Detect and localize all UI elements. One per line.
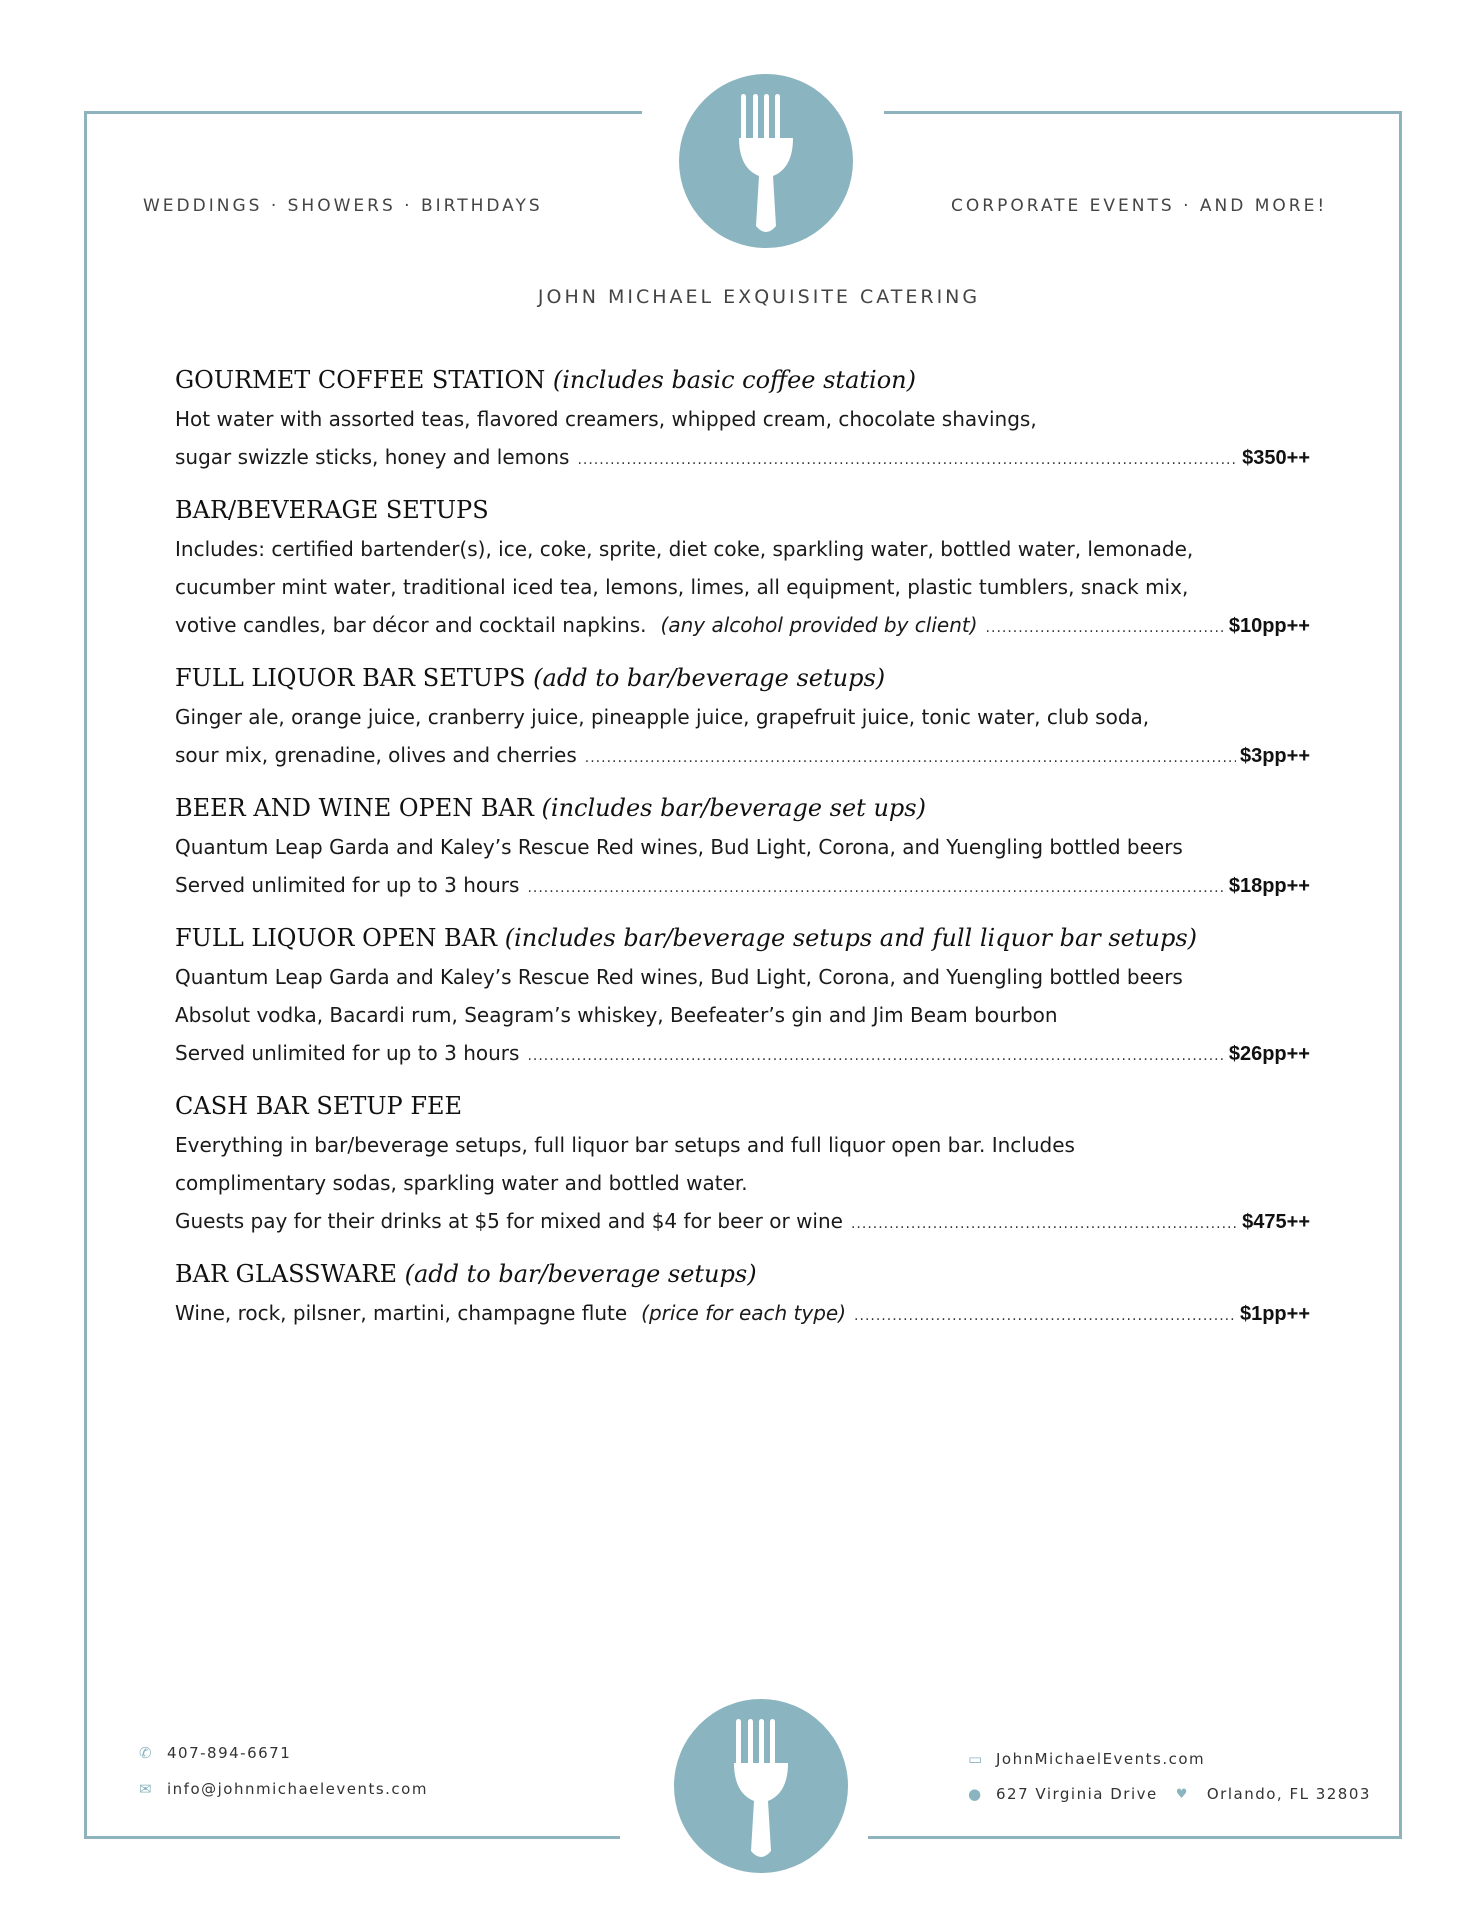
location-pin-icon: ● — [968, 1785, 983, 1803]
section-note: (any alcohol provided by client) — [660, 613, 978, 637]
section-note: (price for each type) — [641, 1301, 847, 1325]
fork-icon — [726, 1711, 796, 1861]
section-description-line: Ginger ale, orange juice, cranberry juice, pineapple juice, grapefruit juice, tonic water, club soda, — [175, 705, 1150, 729]
section-price-line — [175, 438, 1310, 476]
section-description-line: Includes: certified bartender(s), ice, coke, sprite, diet coke, sparkling water, bottled water, lemonade, — [175, 537, 1194, 561]
section-description-line: Quantum Leap Garda and Kaley’s Rescue Red wines, Bud Light, Corona, and Yuengling bottled beers — [175, 835, 1183, 859]
section-subtitle: (add to bar/beverage setups) — [404, 1260, 757, 1288]
address-text: 627 Virginia Drive — [996, 1785, 1158, 1803]
section-price-line — [175, 866, 1310, 904]
email-text[interactable]: info@johnmichaelevents.com — [167, 1780, 428, 1798]
menu-section — [175, 360, 1310, 476]
menu-section — [175, 490, 1310, 644]
section-title — [175, 360, 1310, 400]
tagline-right: CORPORATE EVENTS · AND MORE! — [951, 196, 1328, 216]
dot-leader — [527, 1037, 1224, 1075]
section-price-line — [175, 736, 1310, 774]
website-text[interactable]: JohnMichaelEvents.com — [996, 1750, 1206, 1768]
section-price: $350++ — [1242, 447, 1310, 469]
section-subtitle: (includes bar/beverage setups and full liquor bar setups) — [504, 924, 1198, 952]
section-title — [175, 1254, 1310, 1294]
menu-section — [175, 918, 1310, 1072]
section-price: $1pp++ — [1239, 1303, 1310, 1325]
contact-address — [968, 1785, 1371, 1803]
section-last-line-text: votive candles, bar décor and cocktail napkins. — [175, 613, 647, 637]
menu-section — [175, 1086, 1310, 1240]
section-subtitle: (includes bar/beverage set ups) — [541, 794, 926, 822]
section-title-text: FULL LIQUOR BAR SETUPS — [175, 664, 526, 692]
logo-bottom — [674, 1699, 848, 1873]
contact-website — [968, 1750, 1205, 1768]
city-text: Orlando, FL 32803 — [1206, 1785, 1371, 1803]
phone-text[interactable]: 407-894-6671 — [167, 1744, 292, 1762]
section-last-line-text: Served unlimited for up to 3 hours — [175, 1041, 520, 1065]
section-title — [175, 1086, 1310, 1126]
dot-leader — [986, 609, 1225, 647]
heart-icon: ♥ — [1175, 1786, 1189, 1802]
menu-section — [175, 1254, 1310, 1332]
dot-leader — [854, 1297, 1236, 1335]
section-title — [175, 788, 1310, 828]
mail-icon: ✉ — [139, 1780, 154, 1798]
section-title-text: BEER AND WINE OPEN BAR — [175, 794, 534, 822]
section-price: $26pp++ — [1228, 1043, 1310, 1065]
section-title — [175, 658, 1310, 698]
section-price: $18pp++ — [1228, 875, 1310, 897]
company-name: JOHN MICHAEL EXQUISITE CATERING — [537, 286, 981, 308]
dot-leader — [851, 1205, 1238, 1243]
section-title-text: FULL LIQUOR OPEN BAR — [175, 924, 498, 952]
frame-bottom-left — [84, 1836, 620, 1839]
section-last-line-text: Served unlimited for up to 3 hours — [175, 873, 520, 897]
section-description-line: complimentary sodas, sparkling water and bottled water. — [175, 1171, 748, 1195]
section-price-line — [175, 1294, 1310, 1332]
menu-section — [175, 658, 1310, 774]
contact-email — [139, 1780, 428, 1798]
section-description-line: Absolut vodka, Bacardi rum, Seagram’s whiskey, Beefeater’s gin and Jim Beam bourbon — [175, 1003, 1058, 1027]
dot-leader — [585, 739, 1236, 777]
section-price-line — [175, 1034, 1310, 1072]
menu — [175, 360, 1310, 1346]
phone-icon: ✆ — [139, 1744, 154, 1762]
frame-top-left — [84, 111, 642, 114]
section-price-line — [175, 606, 1310, 644]
tagline-left: WEDDINGS · SHOWERS · BIRTHDAYS — [143, 196, 543, 216]
section-title-text: GOURMET COFFEE STATION — [175, 366, 546, 394]
fork-icon — [731, 86, 801, 236]
logo-top — [679, 74, 853, 248]
frame-top-right — [884, 111, 1402, 114]
frame-bottom-right — [868, 1836, 1402, 1839]
section-title-text: BAR/BEVERAGE SETUPS — [175, 496, 489, 524]
section-last-line-text: sour mix, grenadine, olives and cherries — [175, 743, 577, 767]
section-description-line: Hot water with assorted teas, flavored creamers, whipped cream, chocolate shavings, — [175, 407, 1037, 431]
section-price: $3pp++ — [1239, 745, 1310, 767]
frame-left — [84, 111, 87, 1839]
frame-right — [1399, 111, 1402, 1839]
section-title — [175, 490, 1310, 530]
dot-leader — [527, 869, 1224, 907]
section-title-text: BAR GLASSWARE — [175, 1260, 397, 1288]
section-price-line — [175, 1202, 1310, 1240]
section-subtitle: (add to bar/beverage setups) — [533, 664, 886, 692]
section-last-line-text: sugar swizzle sticks, honey and lemons — [175, 445, 570, 469]
section-title — [175, 918, 1310, 958]
section-price: $10pp++ — [1228, 615, 1310, 637]
section-last-line-text: Wine, rock, pilsner, martini, champagne flute — [175, 1301, 628, 1325]
laptop-icon: ▭ — [968, 1750, 984, 1768]
section-title-text: CASH BAR SETUP FEE — [175, 1092, 463, 1120]
section-description-line: cucumber mint water, traditional iced tea, lemons, limes, all equipment, plastic tumblers, snack mix, — [175, 575, 1189, 599]
section-price: $475++ — [1242, 1211, 1310, 1233]
section-description-line: Everything in bar/beverage setups, full liquor bar setups and full liquor open bar. Includes — [175, 1133, 1075, 1157]
section-description-line: Quantum Leap Garda and Kaley’s Rescue Red wines, Bud Light, Corona, and Yuengling bottled beers — [175, 965, 1183, 989]
dot-leader — [577, 441, 1238, 479]
section-last-line-text: Guests pay for their drinks at $5 for mixed and $4 for beer or wine — [175, 1209, 843, 1233]
menu-section — [175, 788, 1310, 904]
contact-phone — [139, 1744, 291, 1762]
section-subtitle: (includes basic coffee station) — [552, 366, 916, 394]
